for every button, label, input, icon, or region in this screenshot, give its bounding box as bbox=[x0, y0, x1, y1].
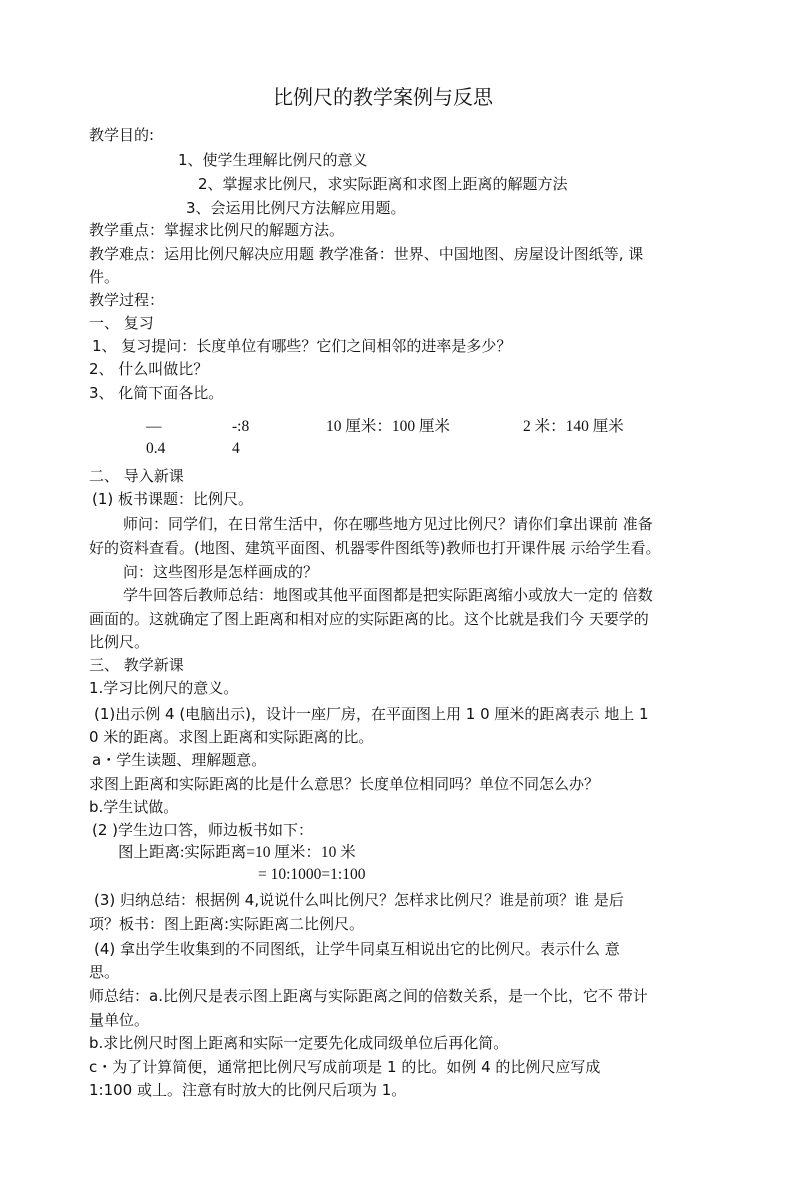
document-title: 比例尺的教学案例与反思 bbox=[273, 85, 493, 109]
paragraph-line: 学牛回答后教师总结：地图或其他平面图都是把实际距离缩小或放大一定的 倍数 bbox=[123, 586, 653, 604]
ratio-cell: 4 bbox=[232, 440, 240, 457]
section-heading: 一、 复习 bbox=[89, 314, 154, 332]
objective-item: 3、会运用比例尺方法解应用题。 bbox=[186, 199, 406, 217]
paragraph-line: 0 米的距离。求图上距离和实际距离的比。 bbox=[89, 728, 374, 746]
ratio-cell: 0.4 bbox=[146, 440, 166, 457]
ratio-cell: — bbox=[146, 418, 162, 435]
paragraph-line: a・学生读题、理解题意。 bbox=[92, 751, 267, 769]
paragraph-line: (1) 板书课题：比例尺。 bbox=[92, 490, 254, 508]
paragraph-line: b.求比例尺时图上距离和实际一定要先化成同级单位后再化简。 bbox=[89, 1034, 509, 1052]
paragraph-line: 项？板书：图上距离:实际距离二比例尺。 bbox=[89, 915, 365, 933]
paragraph-line: 量单位。 bbox=[89, 1011, 150, 1029]
section-heading: 三、 教学新课 bbox=[89, 656, 184, 674]
objectives-label: 教学目的: bbox=[89, 126, 155, 144]
review-item: 1、 复习提问：长度单位有哪些？它们之间相邻的进率是多少？ bbox=[92, 337, 512, 355]
equation-line: = 10:1000=1:100 bbox=[258, 866, 366, 883]
review-item: 3、 化简下面各比。 bbox=[89, 384, 224, 402]
objective-item: 2、掌握求比例尺，求实际距离和求图上距离的解题方法 bbox=[198, 175, 568, 193]
paragraph-line: 比例尺。 bbox=[89, 633, 150, 651]
paragraph-line: 师问：同学们，在日常生活中，你在哪些地方见过比例尺？请你们拿出课前 准备 bbox=[123, 515, 653, 533]
paragraph-line: (3) 归纳总结：根据例 4,说说什么叫比例尺？怎样求比例尺？谁是前项？谁 是后 bbox=[94, 891, 624, 909]
paragraph-line: 思。 bbox=[89, 963, 120, 981]
paragraph-line: 求图上距离和实际距离的比是什么意思？长度单位相同吗？单位不同怎么办？ bbox=[89, 775, 600, 793]
ratio-cell: -:8 bbox=[232, 418, 250, 435]
process-label: 教学过程： bbox=[89, 291, 165, 309]
difficulty-line: 教学难点：运用比例尺解决应用题 教学准备：世界、中国地图、房屋设计图纸等, 课 bbox=[89, 245, 644, 263]
ratio-cell: 10 厘米：100 厘米 bbox=[326, 418, 451, 435]
paragraph-line: 好的资料查看。(地图、建筑平面图、机器零件图纸等)教师也打开课件展 示给学生看。 bbox=[89, 539, 661, 557]
key-point: 教学重点：掌握求比例尺的解题方法。 bbox=[89, 221, 345, 239]
paragraph-line: 师总结：a.比例尺是表示图上距离与实际距离之间的倍数关系，是一个比，它不 带计 bbox=[89, 987, 648, 1005]
paragraph-line: 问：这些图形是怎样画成的？ bbox=[123, 563, 319, 581]
paragraph-line: b.学生试做。 bbox=[89, 798, 179, 816]
subsection-heading: 1.学习比例尺的意义。 bbox=[89, 679, 239, 697]
difficulty-line: 件。 bbox=[89, 268, 120, 286]
paragraph-line: (2 )学生边口答，师边板书如下： bbox=[92, 821, 314, 839]
section-heading: 二、 导入新课 bbox=[89, 467, 184, 485]
objective-item: 1、使学生理解比例尺的意义 bbox=[178, 151, 368, 169]
equation-line: 图上距离:实际距离=10 厘米：10 米 bbox=[118, 844, 356, 861]
paragraph-line: c・为了计算简便，通常把比例尺写成前项是 1 的比。如例 4 的比例尺应写成 bbox=[89, 1058, 601, 1076]
paragraph-line: 1:100 或丄。注意有时放大的比例尺后项为 1。 bbox=[89, 1081, 407, 1099]
paragraph-line: (4) 拿出学生收集到的不同图纸，让学牛同桌互相说出它的比例尺。表示什么 意 bbox=[94, 940, 620, 958]
paragraph-line: (1)出示例 4 (电脑出示)，设计一座厂房，在平面图上用 1 0 厘米的距离表示 地上 1 bbox=[94, 705, 649, 723]
review-item: 2、 什么叫做比？ bbox=[89, 360, 209, 378]
paragraph-line: 画面的。这就确定了图上距离和相对应的实际距离的比。这个比就是我们今 天要学的 bbox=[89, 610, 649, 628]
ratio-cell: 2 米：140 厘米 bbox=[523, 418, 624, 435]
